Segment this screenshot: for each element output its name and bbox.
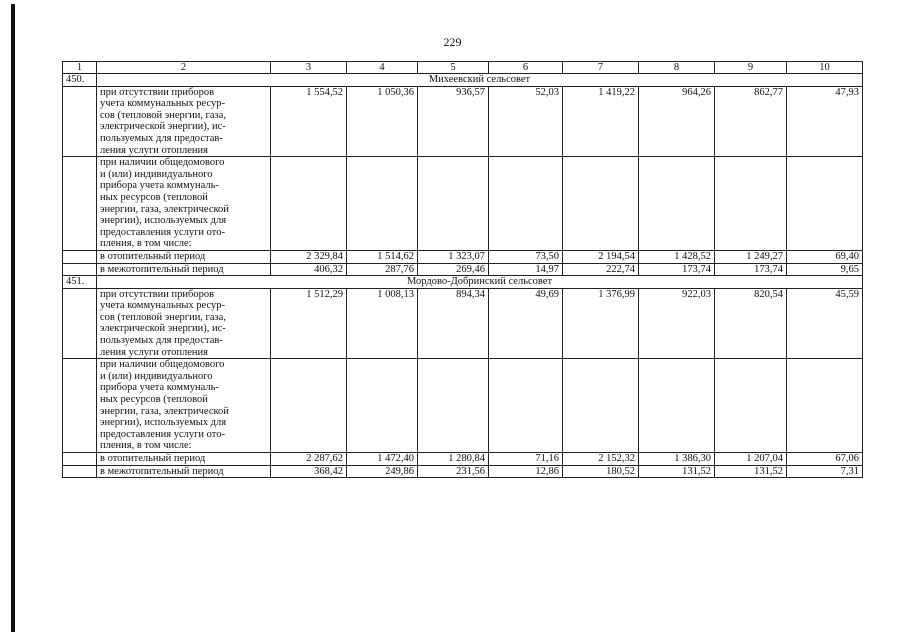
row-label [97,157,271,251]
value-cell [418,157,489,251]
value-cell: 1 050,36 [347,86,418,157]
row-label-line: электрической энергии), ис- [100,323,226,335]
value-cell: 1 554,52 [271,86,347,157]
row-label [97,359,271,453]
value-cell [787,157,863,251]
table-row [63,465,863,478]
value-cell: 2 152,32 [563,453,639,466]
row-label-line: пления, в том числе: [100,238,192,250]
value-cell [639,359,715,453]
value-cell: 287,76 [347,263,418,276]
row-label [97,263,271,276]
value-cell: 1 419,22 [563,86,639,157]
row-label-line: энергии), используемых для [100,215,227,227]
row-label-line: предоставления услуги ото- [100,226,225,238]
value-cell [563,359,639,453]
group-header-row [63,74,863,87]
row-label [97,465,271,478]
value-cell: 1 008,13 [347,288,418,359]
column-header: 3 [271,62,347,74]
row-label-line: сов (тепловой энергии, газа, [100,311,226,323]
group-title: Михеевский сельсовет [97,74,863,87]
row-label-line: в межотопительный период [100,465,224,477]
binding-bar [11,4,15,632]
value-cell: 1 280,84 [418,453,489,466]
row-label-line: при отсутствии приборов [100,86,215,98]
value-cell: 1 323,07 [418,250,489,263]
row-label-line: и (или) индивидуального [100,168,213,180]
value-cell [715,157,787,251]
value-cell [563,157,639,251]
number-cell-empty [63,453,97,466]
value-cell: 12,86 [489,465,563,478]
value-cell: 894,34 [418,288,489,359]
row-label-line: при отсутствии приборов [100,288,215,300]
tariff-table [62,61,863,478]
value-cell [489,359,563,453]
row-label-line: энергии, газа, электрической [100,405,229,417]
value-cell: 269,46 [418,263,489,276]
row-label-line: пользуемых для предостав- [100,335,223,347]
row-label-line: при наличии общедомового [100,157,225,169]
value-cell: 2 329,84 [271,250,347,263]
value-cell: 406,32 [271,263,347,276]
row-label-line: учета коммунальных ресур- [100,300,225,312]
value-cell: 964,26 [639,86,715,157]
value-cell: 1 472,40 [347,453,418,466]
value-cell: 862,77 [715,86,787,157]
value-cell: 820,54 [715,288,787,359]
value-cell: 1 376,99 [563,288,639,359]
row-label-line: энергии), используемых для [100,417,227,429]
column-header: 8 [639,62,715,74]
row-label-line: прибора учета коммуналь- [100,382,219,394]
row-label-line: ления услуги отопления [100,144,208,156]
page-number: 229 [443,35,462,49]
value-cell: 936,57 [418,86,489,157]
value-cell: 222,74 [563,263,639,276]
row-label [97,453,271,466]
value-cell: 71,16 [489,453,563,466]
value-cell [489,157,563,251]
value-cell: 2 287,62 [271,453,347,466]
row-label-line: сов (тепловой энергии, газа, [100,109,226,121]
row-label-line: пользуемых для предостав- [100,132,223,144]
value-cell: 173,74 [639,263,715,276]
number-cell-empty [63,86,97,157]
value-cell: 47,93 [787,86,863,157]
table-row [63,86,863,157]
value-cell: 2 194,54 [563,250,639,263]
value-cell: 368,42 [271,465,347,478]
number-cell-empty [63,465,97,478]
row-label-line: и (или) индивидуального [100,370,213,382]
row-label-line: при наличии общедомового [100,359,225,371]
column-header: 5 [418,62,489,74]
row-label-line: учета коммунальных ресур- [100,98,225,110]
group-number: 451. [63,276,97,289]
column-header: 7 [563,62,639,74]
value-cell: 249,86 [347,465,418,478]
value-cell [347,157,418,251]
value-cell: 67,06 [787,453,863,466]
table-row [63,157,863,251]
table-row [63,288,863,359]
value-cell: 1 207,04 [715,453,787,466]
row-label [97,86,271,157]
group-number: 450. [63,74,97,87]
row-label-line: в межотопительный период [100,263,224,275]
column-header: 6 [489,62,563,74]
column-header: 4 [347,62,418,74]
value-cell: 131,52 [715,465,787,478]
row-label-line: предоставления услуги ото- [100,428,225,440]
number-cell-empty [63,157,97,251]
value-cell: 1 386,30 [639,453,715,466]
column-header: 2 [97,62,271,74]
row-label-line: ных ресурсов (тепловой [100,394,208,406]
value-cell: 231,56 [418,465,489,478]
value-cell: 1 514,62 [347,250,418,263]
value-cell: 9,65 [787,263,863,276]
value-cell: 131,52 [639,465,715,478]
header-row [63,62,863,74]
group-title: Мордово-Добринский сельсовет [97,276,863,289]
number-cell-empty [63,250,97,263]
value-cell [418,359,489,453]
row-label-line: в отопительный период [100,250,206,262]
value-cell: 69,40 [787,250,863,263]
value-cell [787,359,863,453]
table-row [63,250,863,263]
column-header: 10 [787,62,863,74]
value-cell [271,359,347,453]
value-cell: 49,69 [489,288,563,359]
value-cell [271,157,347,251]
row-label-line: ления услуги отопления [100,346,208,358]
column-header: 1 [63,62,97,74]
table-row [63,453,863,466]
value-cell: 1 512,29 [271,288,347,359]
row-label [97,288,271,359]
value-cell: 73,50 [489,250,563,263]
value-cell: 14,97 [489,263,563,276]
value-cell: 922,03 [639,288,715,359]
value-cell: 45,59 [787,288,863,359]
number-cell-empty [63,288,97,359]
value-cell [639,157,715,251]
group-header-row [63,276,863,289]
value-cell: 173,74 [715,263,787,276]
table-row [63,263,863,276]
row-label-line: ных ресурсов (тепловой [100,191,208,203]
row-label-line: энергии, газа, электрической [100,203,229,215]
value-cell: 180,52 [563,465,639,478]
table-row [63,359,863,453]
row-label-line: прибора учета коммуналь- [100,180,219,192]
value-cell [715,359,787,453]
value-cell: 1 428,52 [639,250,715,263]
row-label-line: пления, в том числе: [100,440,192,452]
number-cell-empty [63,359,97,453]
value-cell: 52,03 [489,86,563,157]
value-cell [347,359,418,453]
value-cell: 1 249,27 [715,250,787,263]
row-label-line: в отопительный период [100,453,206,464]
row-label-line: электрической энергии), ис- [100,121,226,133]
value-cell: 7,31 [787,465,863,478]
number-cell-empty [63,263,97,276]
row-label [97,250,271,263]
column-header: 9 [715,62,787,74]
